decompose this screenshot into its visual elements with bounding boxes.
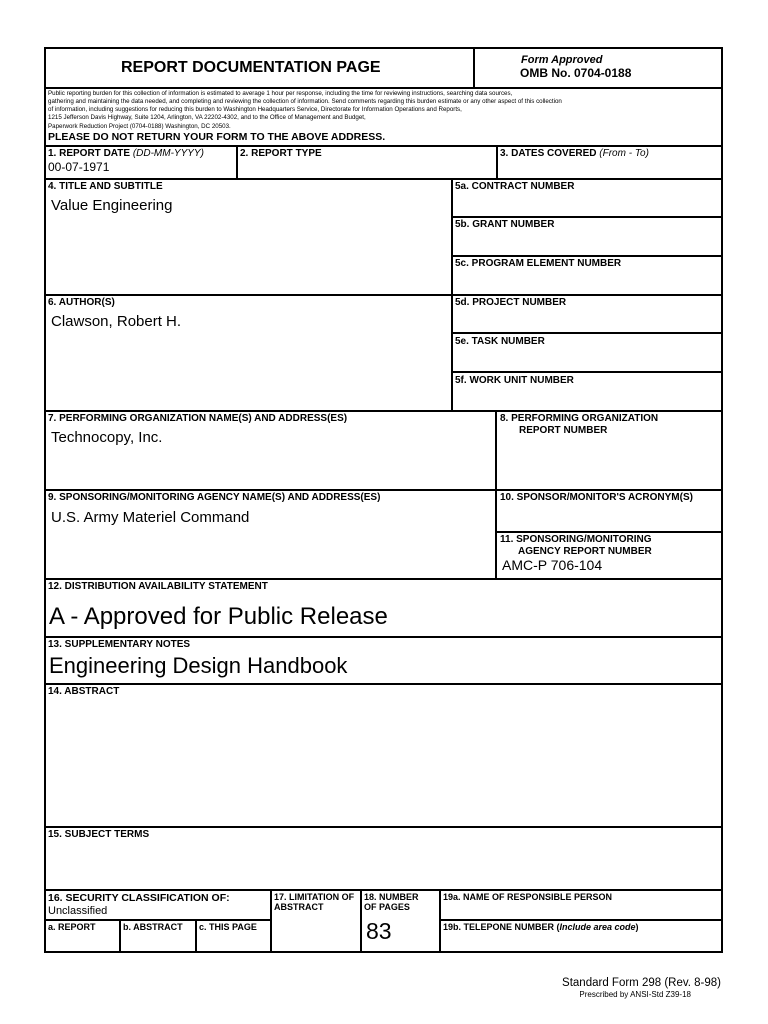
- burden-line: of information, including suggestions for reducing this burden to Washington Headquarters Service, Directorate for Information Operations and Reports,: [48, 106, 462, 113]
- row-divider: [44, 294, 723, 296]
- task-number-label: 5e. TASK NUMBER: [455, 336, 545, 347]
- sponsor-report-number-label-line2: AGENCY REPORT NUMBER: [518, 546, 652, 557]
- report-date-value[interactable]: 00-07-1971: [48, 160, 110, 174]
- authors-value[interactable]: Clawson, Robert H.: [51, 313, 182, 330]
- col-divider: [195, 919, 197, 952]
- distribution-statement-value[interactable]: A - Approved for Public Release: [49, 603, 388, 630]
- project-number-label: 5d. PROJECT NUMBER: [455, 297, 567, 308]
- row-divider: [44, 410, 723, 412]
- col-divider: [236, 145, 238, 179]
- burden-line: gathering and maintaining the data needed, and completing and reviewing the collection of information. Send comments regarding this burden estimate or any other aspect of this collection: [48, 98, 562, 105]
- form-approved-label: Form Approved: [521, 54, 603, 66]
- cell-divider: [451, 216, 723, 218]
- row-divider: [44, 683, 723, 685]
- title-subtitle-label: 4. TITLE AND SUBTITLE: [48, 181, 163, 192]
- authors-label: 6. AUTHOR(S): [48, 297, 115, 308]
- report-date-label: 1. REPORT DATE (DD-MM-YYYY): [48, 148, 204, 159]
- sponsoring-agency-value[interactable]: U.S. Army Materiel Command: [51, 509, 250, 526]
- cell-divider: [451, 371, 723, 373]
- supplementary-notes-value[interactable]: Engineering Design Handbook: [49, 653, 348, 678]
- abstract-classification-label: b. ABSTRACT: [123, 922, 183, 932]
- number-of-pages-label-line1: 18. NUMBER: [364, 892, 419, 902]
- report-classification-label: a. REPORT: [48, 922, 96, 932]
- burden-line: 1215 Jefferson Davis Highway, Suite 1204, Arlington, VA 22202-4302, and to the Office of Management and Budget,: [48, 114, 366, 121]
- limitation-of-abstract-label-line1: 17. LIMITATION OF: [274, 892, 355, 902]
- row-divider: [44, 178, 723, 180]
- col-divider: [119, 919, 121, 952]
- grant-number-label: 5b. GRANT NUMBER: [455, 219, 555, 230]
- report-type-label: 2. REPORT TYPE: [240, 148, 322, 159]
- dates-covered-label: 3. DATES COVERED (From - To): [500, 148, 649, 159]
- col-divider: [451, 178, 453, 411]
- cell-divider: [44, 919, 271, 921]
- performing-org-label: 7. PERFORMING ORGANIZATION NAME(S) AND ADDRESS(ES): [48, 413, 348, 424]
- supplementary-notes-label: 13. SUPPLEMENTARY NOTES: [48, 639, 191, 650]
- sponsor-acronym-label: 10. SPONSOR/MONITOR'S ACRONYM(S): [500, 492, 693, 503]
- performing-org-value[interactable]: Technocopy, Inc.: [51, 429, 163, 446]
- row-divider: [44, 87, 723, 89]
- this-page-classification-label: c. THIS PAGE: [199, 922, 257, 932]
- row-divider: [44, 489, 723, 491]
- col-divider: [496, 145, 498, 179]
- standard-form-name: Standard Form 298 (Rev. 8-98): [562, 977, 721, 989]
- prescribed-by: Prescribed by ANSI-Std Z39-18: [579, 990, 691, 999]
- form-border-left: [44, 47, 46, 953]
- row-divider: [44, 889, 723, 891]
- subject-terms-label: 15. SUBJECT TERMS: [48, 829, 150, 840]
- performing-org-report-number-label-line1: 8. PERFORMING ORGANIZATION: [500, 413, 659, 424]
- sponsoring-agency-label: 9. SPONSORING/MONITORING AGENCY NAME(S) AND ADDRESS(ES): [48, 492, 381, 503]
- security-classification-value[interactable]: Unclassified: [48, 905, 108, 917]
- security-classification-label: 16. SECURITY CLASSIFICATION OF:: [48, 892, 230, 904]
- row-divider: [44, 826, 723, 828]
- performing-org-report-number-label-line2: REPORT NUMBER: [519, 425, 608, 436]
- burden-line: Public reporting burden for this collection of information is estimated to average 1 hour per response, including the time for reviewing instructions, searching data sources,: [48, 90, 513, 97]
- row-divider: [44, 145, 723, 147]
- col-divider: [360, 889, 362, 952]
- sponsor-report-number-label-line1: 11. SPONSORING/MONITORING: [500, 534, 652, 545]
- do-not-return-warning: PLEASE DO NOT RETURN YOUR FORM TO THE ABOVE ADDRESS.: [48, 131, 386, 143]
- omb-number: OMB No. 0704-0188: [520, 66, 632, 80]
- title-subtitle-value[interactable]: Value Engineering: [51, 197, 173, 214]
- form-title: REPORT DOCUMENTATION PAGE: [121, 59, 381, 76]
- limitation-of-abstract-label: [274, 893, 354, 913]
- contract-number-label: 5a. CONTRACT NUMBER: [455, 181, 575, 192]
- number-of-pages-label-line2: OF PAGES: [364, 901, 410, 912]
- cell-divider: [495, 531, 723, 533]
- sponsor-report-number-label: [500, 534, 652, 557]
- number-of-pages-value[interactable]: 83: [366, 918, 392, 944]
- sponsor-report-number-value[interactable]: AMC-P 706-104: [502, 557, 603, 573]
- cell-divider: [439, 919, 723, 921]
- col-divider: [473, 47, 475, 88]
- number-of-pages-label: [364, 893, 419, 913]
- work-unit-number-label: 5f. WORK UNIT NUMBER: [455, 375, 574, 386]
- burden-line: Paperwork Reduction Project (0704-0188) Washington, DC 20503.: [48, 123, 231, 130]
- telephone-number-label: 19b. TELEPONE NUMBER (Include area code): [443, 922, 639, 932]
- col-divider: [495, 410, 497, 579]
- form-border-bottom: [44, 951, 723, 953]
- program-element-number-label: 5c. PROGRAM ELEMENT NUMBER: [455, 258, 622, 269]
- form-border-right: [721, 47, 723, 953]
- cell-divider: [451, 255, 723, 257]
- row-divider: [44, 578, 723, 580]
- form-border-top: [44, 47, 723, 49]
- row-divider: [44, 636, 723, 638]
- cell-divider: [451, 332, 723, 334]
- limitation-of-abstract-label-line2: ABSTRACT: [274, 901, 324, 912]
- responsible-person-label: 19a. NAME OF RESPONSIBLE PERSON: [443, 892, 613, 902]
- performing-org-report-number-label: [500, 413, 658, 436]
- distribution-statement-label: 12. DISTRIBUTION AVAILABILITY STATEMENT: [48, 581, 268, 592]
- abstract-label: 14. ABSTRACT: [48, 686, 120, 697]
